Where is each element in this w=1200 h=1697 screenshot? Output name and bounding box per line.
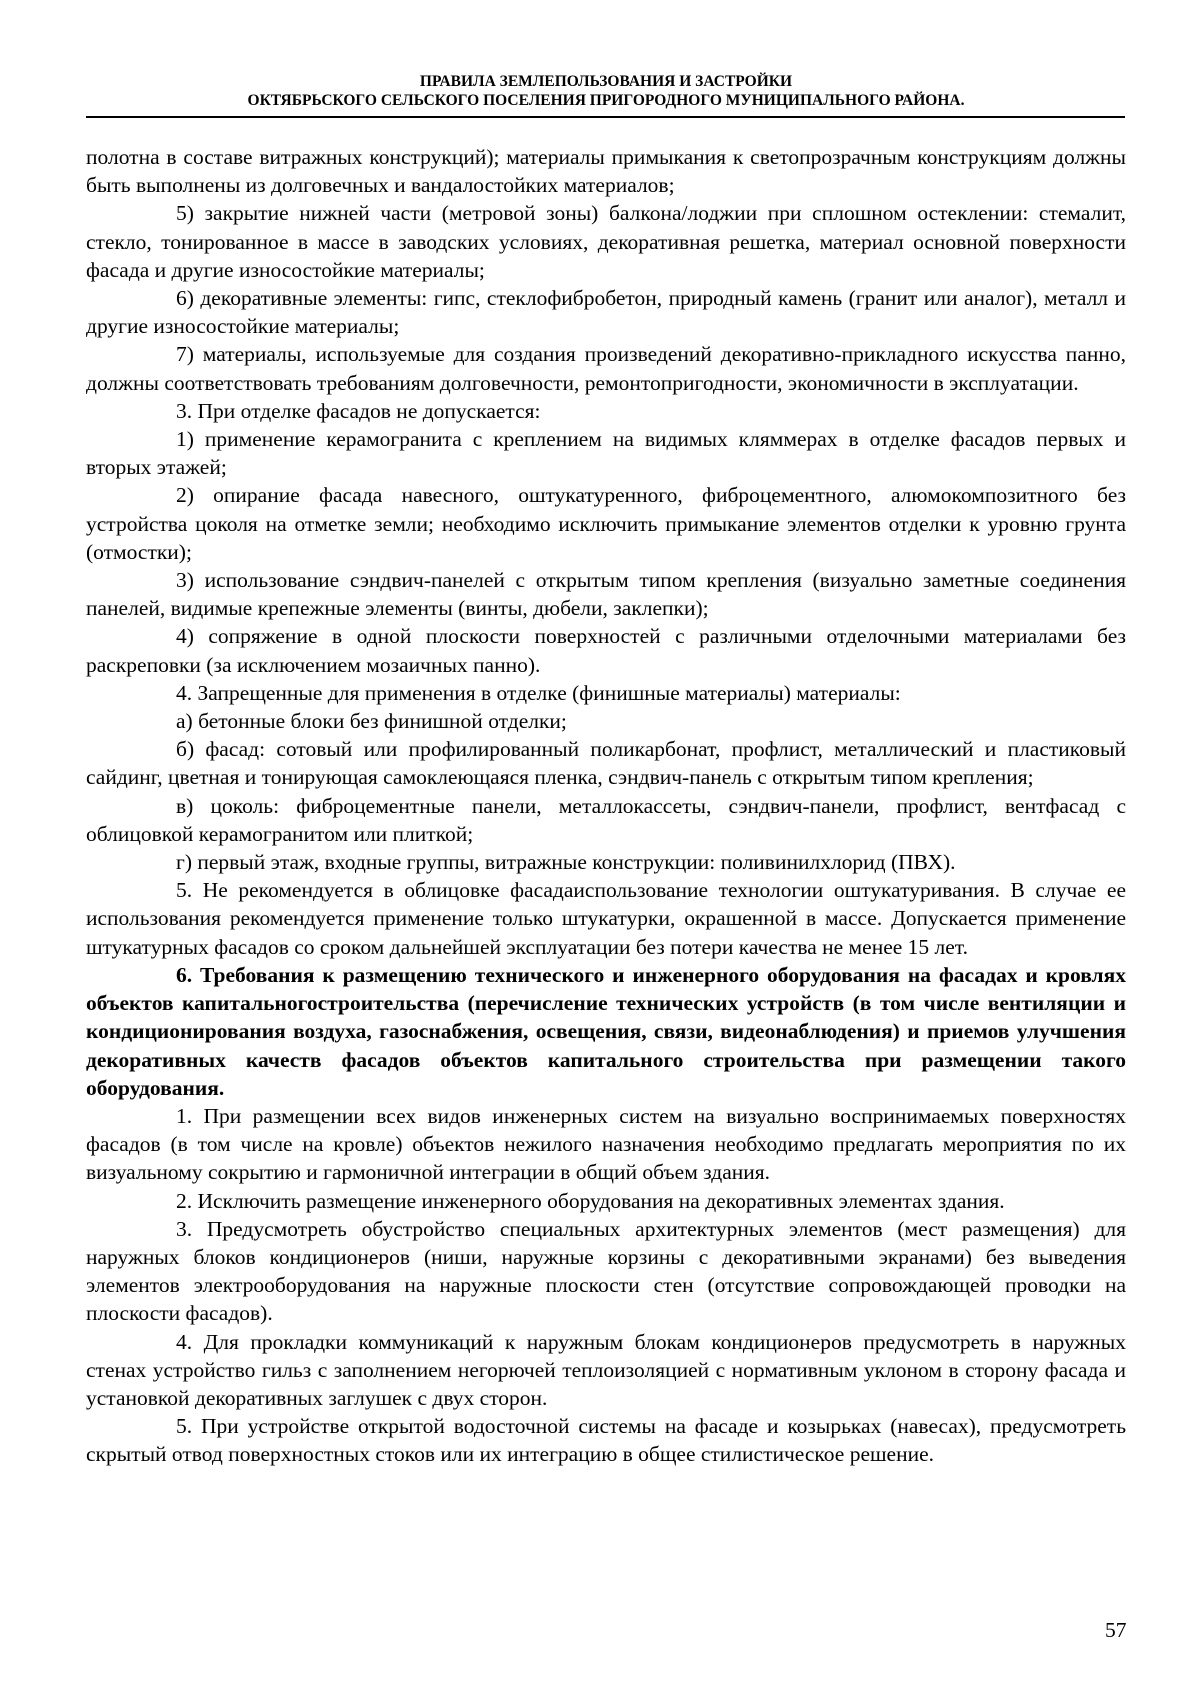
- document-body: [86, 143, 1126, 1469]
- paragraph: 4. Для прокладки коммуникаций к наружным блокам кондиционеров предусмотреть в наружных стенах устройство гильз с заполнением негорючей теплоизоляцией с нормативным уклоном в сторону фасада и установкой декоративных заглушек с двух сторон.: [86, 1329, 1126, 1410]
- paragraph: 3) использование сэндвич-панелей с открытым типом крепления (визуально заметные соединения панелей, видимые крепежные элементы (винты, дюбели, заклепки);: [86, 568, 1126, 621]
- paragraph: 1) применение керамогранита с креплением на видимых кляммерах в отделке фасадов первых и вторых этажей;: [86, 427, 1126, 480]
- paragraph: 5) закрытие нижней части (метровой зоны) балкона/лоджии при сплошном остеклении: стемалит, стекло, тонированное в массе в заводских условиях, декоративная решетка, материал основной поверхности фасада и другие износостойкие материалы;: [86, 201, 1126, 282]
- paragraph: б) фасад: сотовый или профилированный поликарбонат, профлист, металлический и пластиковый сайдинг, цветная и тонирующая самоклеющаяся пленка, сэндвич-панель с открытым типом крепления;: [86, 737, 1126, 790]
- paragraph: 3. Предусмотреть обустройство специальных архитектурных элементов (мест размещения) для наружных блоков кондиционеров (ниши, наружные корзины с декоративными экранами) без выведения элементов электрооборудования на наружные плоскости стен (отсутствие сопровождающей проводки на плоскости фасадов).: [86, 1216, 1126, 1326]
- paragraph: 5. Не рекомендуется в облицовке фасадаиспользование технологии оштукатуривания. В случае ее использования рекомендуется применение только штукатурки, окрашенной в массе. Допускается применение штукатурных фасадов со сроком дальнейшей эксплуатации без потери качества не менее 15 лет.: [86, 878, 1126, 959]
- paragraph: г) первый этаж, входные группы, витражные конструкции: поливинилхлорид (ПВХ).: [176, 850, 956, 875]
- paragraph: а) бетонные блоки без финишной отделки;: [176, 709, 567, 734]
- header-line-2: ОКТЯБРЬСКОГО СЕЛЬСКОГО ПОСЕЛЕНИЯ ПРИГОРОДНОГО МУНИЦИПАЛЬНОГО РАЙОНА.: [247, 92, 965, 109]
- paragraph: 4. Запрещенные для применения в отделке (финишные материалы) материалы:: [176, 680, 901, 705]
- page-header: [86, 72, 1126, 110]
- section-heading: 6. Требования к размещению технического и инженерного оборудования на фасадах и кровлях объектов капитальногостроительства (перечисление технических устройств (в том числе вентиляции и кондиционирования воздуха, газоснабжения, освещения, связи, видеонаблюдения) и приемов улучшения декоративных качеств фасадов объектов капитального строительства при размещении такого оборудования.: [86, 962, 1126, 1100]
- paragraph: 2. Исключить размещение инженерного оборудования на декоративных элементах здания.: [176, 1188, 1005, 1213]
- paragraph: 5. При устройстве открытой водосточной системы на фасаде и козырьках (навесах), предусмотреть скрытый отвод поверхностных стоков или их интеграцию в общее стилистическое решение.: [86, 1414, 1126, 1467]
- paragraph: полотна в составе витражных конструкций); материалы примыкания к светопрозрачным конструкциям должны быть выполнены из долговечных и вандалостойких материалов;: [86, 145, 1126, 198]
- header-line-1: ПРАВИЛА ЗЕМЛЕПОЛЬЗОВАНИЯ И ЗАСТРОЙКИ: [419, 73, 793, 90]
- paragraph: 4) сопряжение в одной плоскости поверхностей с различными отделочными материалами без раскреповки (за исключением мозаичных панно).: [86, 624, 1126, 677]
- paragraph: 3. При отделке фасадов не допускается:: [176, 398, 541, 423]
- header-rule: [86, 116, 1125, 118]
- paragraph: в) цоколь: фиброцементные панели, металлокассеты, сэндвич-панели, профлист, вентфасад с облицовкой керамогранитом или плиткой;: [86, 793, 1126, 846]
- paragraph: 2) опирание фасада навесного, оштукатуренного, фиброцементного, алюмокомпозитного без устройства цоколя на отметке земли; необходимо исключить примыкание элементов отделки к уровню грунта (отмостки);: [86, 483, 1126, 564]
- paragraph: 1. При размещении всех видов инженерных систем на визуально воспринимаемых поверхностях фасадов (в том числе на кровле) объектов нежилого назначения необходимо предлагать мероприятия по их визуальному сокрытию и гармоничной интеграции в общий объем здания.: [86, 1103, 1126, 1185]
- paragraph: 6) декоративные элементы: гипс, стеклофибробетон, природный камень (гранит или аналог), металл и другие износостойкие материалы;: [86, 286, 1126, 339]
- paragraph: 7) материалы, используемые для создания произведений декоративно-прикладного искусства панно, должны соответствовать требованиям долговечности, ремонтопригодности, экономичности в эксплуатации.: [86, 342, 1126, 395]
- page-number: 57: [1105, 1618, 1127, 1642]
